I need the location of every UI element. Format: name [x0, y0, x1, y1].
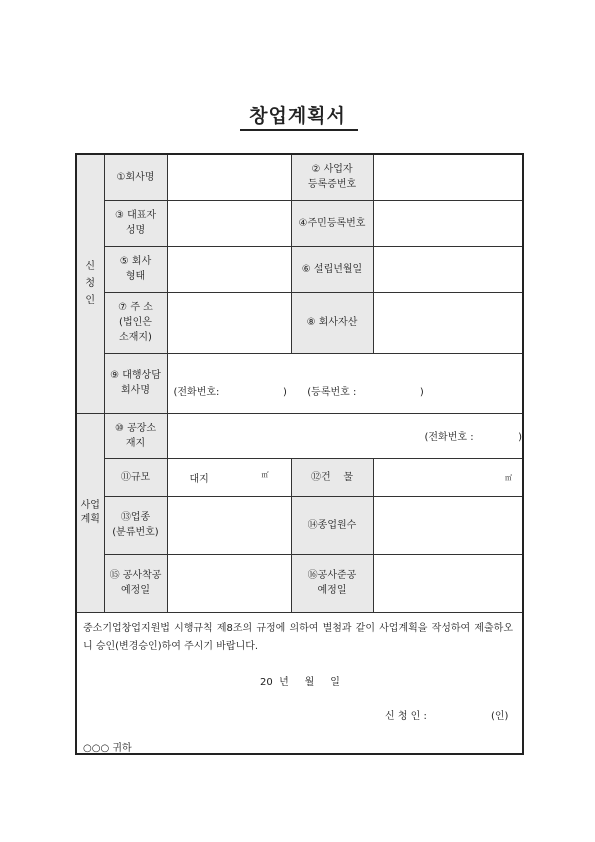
company-assets-field[interactable] — [373, 292, 523, 353]
company-name-field[interactable] — [167, 154, 291, 200]
resident-reg-no-field[interactable] — [373, 200, 523, 246]
row-address — [76, 292, 523, 353]
recipient: ○○○ 귀하 — [83, 742, 132, 754]
row-footer — [76, 612, 523, 754]
land-label: 대지 — [189, 473, 209, 485]
agency-phone: (전화번호: ) — [173, 386, 287, 398]
representative-name-field[interactable] — [167, 200, 291, 246]
row-factory — [76, 413, 523, 458]
employees-field[interactable] — [373, 496, 523, 554]
title-underline — [240, 129, 358, 131]
address-field[interactable] — [167, 292, 291, 353]
footer-cell — [76, 612, 523, 754]
label-company-name: ①회사명 — [104, 154, 167, 200]
scale-field[interactable] — [167, 458, 291, 496]
row-scale — [76, 458, 523, 496]
factory-phone: (전화번호 : ) — [424, 432, 522, 443]
label-scale: ⑪규모 — [104, 458, 167, 496]
group-business-plan-label: 사업 계획 — [80, 499, 100, 525]
agency-field[interactable] — [167, 353, 523, 413]
application-statement: 중소기업창업지원법 시행규칙 제8조의 규정에 의하여 별첨과 같이 사업계획을 작성하여 제출하오니 승인(변경승인)하여 주시기 바랍니다. — [83, 622, 513, 652]
factory-location-field[interactable] — [167, 413, 523, 458]
industry-field[interactable] — [167, 496, 291, 554]
label-agency-name: ⑨ 대행상담 회사명 — [104, 353, 167, 413]
establishment-date-field[interactable] — [373, 246, 523, 292]
group-applicant — [76, 154, 104, 413]
label-business-reg-no: ② 사업자 등록증번호 — [291, 154, 373, 200]
land-unit: ㎡ — [261, 470, 269, 479]
label-representative-name: ③ 대표자 성명 — [104, 200, 167, 246]
label-establishment-date: ⑥ 설립년월일 — [291, 246, 373, 292]
seal-mark: (인) — [491, 710, 509, 722]
application-form — [75, 153, 524, 755]
row-construction — [76, 554, 523, 612]
label-building: ⑫건 물 — [291, 458, 373, 496]
label-construction-start: ⑮ 공사착공 예정일 — [104, 554, 167, 612]
label-industry: ⑬업종 (분류번호) — [104, 496, 167, 554]
row-industry — [76, 496, 523, 554]
group-applicant-label: 신 청 인 — [85, 261, 96, 307]
company-type-field[interactable] — [167, 246, 291, 292]
row-company-type — [76, 246, 523, 292]
construction-start-field[interactable] — [167, 554, 291, 612]
label-employees: ⑭종업원수 — [291, 496, 373, 554]
label-resident-reg-no: ④주민등록번호 — [291, 200, 373, 246]
row-representative — [76, 200, 523, 246]
label-factory-location: ⑩ 공장소 재지 — [104, 413, 167, 458]
building-unit: ㎡ — [505, 473, 512, 482]
label-construction-end: ⑯공사준공 예정일 — [291, 554, 373, 612]
label-company-assets: ⑧ 회사자산 — [291, 292, 373, 353]
label-company-type: ⑤ 회사 형태 — [104, 246, 167, 292]
row-company-name — [76, 154, 523, 200]
document-title: 창업계획서 — [249, 105, 346, 127]
applicant-label: 신 청 인 : — [385, 710, 427, 722]
group-business-plan — [76, 413, 104, 612]
agency-reg-no: (등록번호 : ) — [307, 386, 424, 398]
application-date: 20 년 월 일 — [260, 676, 340, 688]
business-reg-no-field[interactable] — [373, 154, 523, 200]
label-address: ⑦ 주 소 (법인은 소재지) — [104, 292, 167, 353]
construction-end-field[interactable] — [373, 554, 523, 612]
row-agency — [76, 353, 523, 413]
building-field[interactable] — [373, 458, 523, 496]
